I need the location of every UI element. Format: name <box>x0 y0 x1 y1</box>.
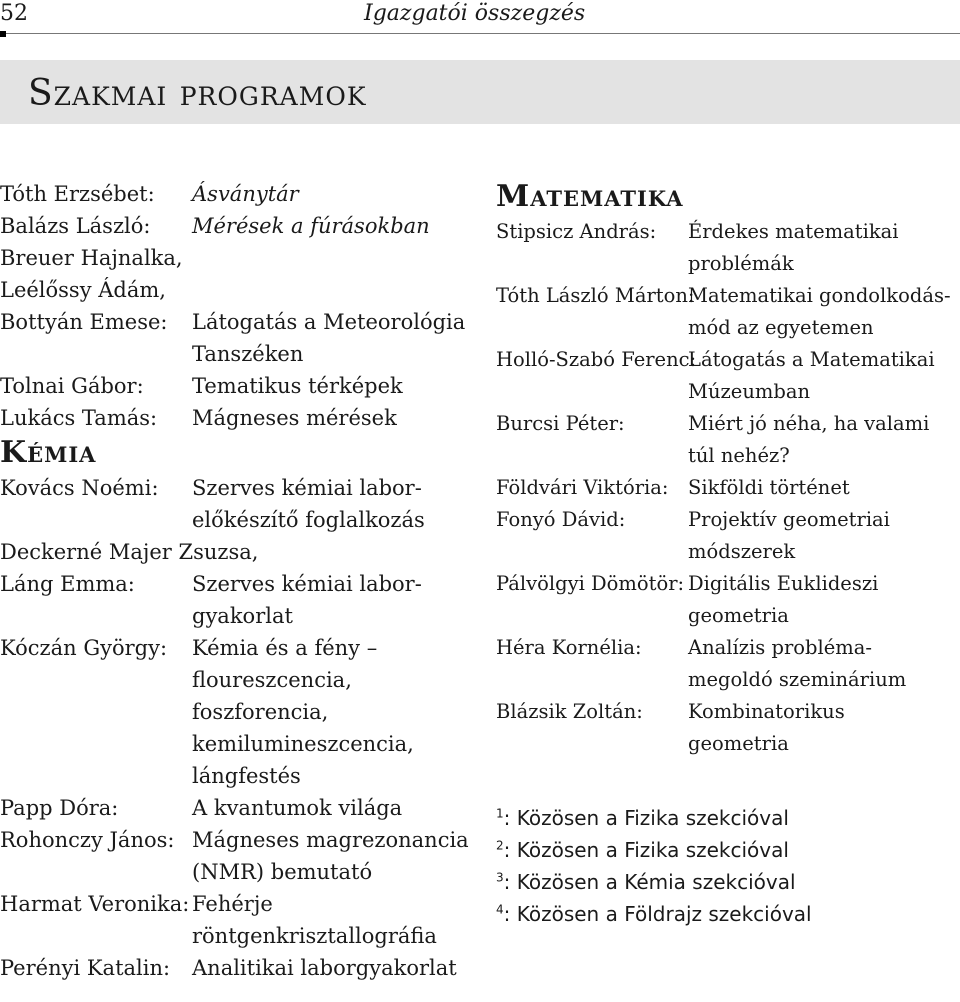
program-title-line: kemilumineszcencia, <box>192 732 414 756</box>
program-title-line: megoldó szeminárium <box>688 668 907 691</box>
footnotes <box>496 802 958 930</box>
footnote-mark: 3 <box>496 870 504 885</box>
program-title-line: geometria <box>688 604 789 627</box>
footnote-text: : Közösen a Fizika szekcióval <box>503 838 789 862</box>
program-entry <box>0 536 470 568</box>
footnote-text: : Közösen a Kémia szekcióval <box>503 870 796 894</box>
left-column <box>0 178 470 984</box>
program-entry <box>496 216 958 280</box>
presenter-name: Blázsik Zoltán: <box>496 700 643 723</box>
program-entry <box>0 792 470 824</box>
program-entry <box>496 504 958 568</box>
presenter-name: Holló-Szabó Ferenc: <box>496 348 697 371</box>
program-title-line: röntgenkrisztallográfia <box>192 924 437 948</box>
program-title-line: túl nehéz? <box>688 444 790 467</box>
presenter-name: Bottyán Emese: <box>0 310 168 334</box>
header-mark <box>0 31 6 37</box>
presenter-name: Breuer Hajnalka, <box>0 246 183 270</box>
program-title-line: floureszcencia, <box>192 668 352 692</box>
program-title-line: Mágneses mérések <box>192 406 397 430</box>
program-title-line: módszerek <box>688 540 796 563</box>
presenter-name: Tóth László Márton: <box>496 284 695 307</box>
program-title-line: Miért jó néha, ha valami <box>688 412 930 435</box>
program-entry <box>0 242 470 274</box>
program-entry <box>496 632 958 696</box>
presenter-name: Balázs László: <box>0 214 151 238</box>
program-title-line: Projektív geometriai <box>688 508 890 531</box>
footnote-mark: 2 <box>496 838 504 853</box>
footnote <box>496 866 958 898</box>
footnote-mark: 4 <box>496 902 504 917</box>
program-title-line: problémák <box>688 252 794 275</box>
program-title-line: Mágneses magrezonancia <box>192 828 469 852</box>
page-number: 52 <box>0 1 28 26</box>
program-title-line: gyakorlat <box>192 604 293 628</box>
program-title-line: előkészítő foglalkozás <box>192 508 425 532</box>
program-title-line: Látogatás a Matematikai <box>688 348 935 371</box>
program-title-line: Tanszéken <box>192 342 304 366</box>
program-title-line: Érdekes matematikai <box>688 220 899 243</box>
presenter-name: Láng Emma: <box>0 572 135 596</box>
presenter-name: Kovács Noémi: <box>0 476 159 500</box>
section-band <box>0 60 960 124</box>
presenter-name: Földvári Viktória: <box>496 476 669 499</box>
program-title-line: mód az egyetemen <box>688 316 874 339</box>
presenter-name: Pálvölgyi Dömötör: <box>496 572 685 595</box>
kemia-program-list <box>0 472 470 984</box>
footnote-mark: 1 <box>496 806 504 821</box>
program-entry <box>0 210 470 242</box>
program-title-line: Szerves kémiai labor- <box>192 476 422 500</box>
footnote <box>496 898 958 930</box>
program-title-line: Tematikus térképek <box>192 374 403 398</box>
program-title-line: Szerves kémiai labor- <box>192 572 422 596</box>
kemia-heading: Kémia <box>0 435 97 470</box>
program-title-line: Kombinatorikus <box>688 700 845 723</box>
presenter-name: Papp Dóra: <box>0 796 119 820</box>
program-title-line: Analitikai laborgyakorlat <box>192 956 457 980</box>
geo-program-list <box>0 178 470 434</box>
program-title-empty <box>192 242 470 274</box>
presenter-name: Héra Kornélia: <box>496 636 642 659</box>
program-entry <box>0 824 470 888</box>
footnote <box>496 834 958 866</box>
running-title: Igazgatói összegzés <box>364 1 586 26</box>
presenter-name: Lukács Tamás: <box>0 406 158 430</box>
program-title-line: (NMR) bemutató <box>192 860 373 884</box>
program-title-line: A kvantumok világa <box>192 796 403 820</box>
program-title-line: geometria <box>688 732 789 755</box>
program-title-line: Mérések a fúrásokban <box>192 214 430 238</box>
page-header <box>0 0 960 34</box>
program-entry <box>0 178 470 210</box>
program-entry <box>0 472 470 536</box>
program-title-line: lángfestés <box>192 764 301 788</box>
program-title-empty <box>192 274 470 306</box>
presenter-name: Stipsicz András: <box>496 220 657 243</box>
program-entry <box>0 568 470 632</box>
presenter-name: Harmat Veronika: <box>0 892 190 916</box>
presenter-name: Fonyó Dávid: <box>496 508 626 531</box>
program-entry <box>496 568 958 632</box>
presenter-name: Rohonczy János: <box>0 828 175 852</box>
footnote <box>496 802 958 834</box>
presenter-name: Kóczán György: <box>0 636 168 660</box>
matematika-program-list <box>496 216 958 760</box>
program-entry <box>0 632 470 792</box>
presenter-name: Burcsi Péter: <box>496 412 625 435</box>
program-entry <box>496 472 958 504</box>
footnote-text: : Közösen a Fizika szekcióval <box>503 806 789 830</box>
presenter-name: Perényi Katalin: <box>0 956 171 980</box>
program-entry <box>0 402 470 434</box>
program-entry <box>0 274 470 306</box>
program-title-line: Kémia és a fény – <box>192 636 378 660</box>
footnote-text: : Közösen a Földrajz szekcióval <box>503 902 812 926</box>
program-title-line: foszforencia, <box>192 700 329 724</box>
header-rule <box>0 33 960 34</box>
program-entry <box>0 370 470 402</box>
program-title-line: Analízis probléma- <box>688 636 872 659</box>
program-entry <box>0 888 470 952</box>
presenter-name: Tolnai Gábor: <box>0 374 144 398</box>
matematika-heading: Matematika <box>496 179 684 214</box>
program-title-line: Ásványtár <box>192 182 299 206</box>
presenter-name: Tóth Erzsébet: <box>0 182 155 206</box>
program-title-line: Múzeumban <box>688 380 811 403</box>
program-entry <box>496 696 958 760</box>
program-title-line: Fehérje <box>192 892 273 916</box>
program-entry <box>496 344 958 408</box>
right-column <box>496 178 958 760</box>
program-entry <box>496 408 958 472</box>
program-title-line: Látogatás a Meteorológia <box>192 310 466 334</box>
program-entry <box>496 280 958 344</box>
program-title-line: Digitális Euklideszi <box>688 572 879 595</box>
program-entry <box>0 952 470 984</box>
program-title-line: Matematikai gondolkodás- <box>688 284 951 307</box>
presenter-name: Deckerné Majer Zsuzsa, <box>0 540 259 564</box>
program-entry <box>0 306 470 370</box>
section-title: Szakmai programok <box>28 73 367 114</box>
program-title-line: Sikföldi történet <box>688 476 850 499</box>
presenter-name: Leélőssy Ádám, <box>0 278 166 302</box>
